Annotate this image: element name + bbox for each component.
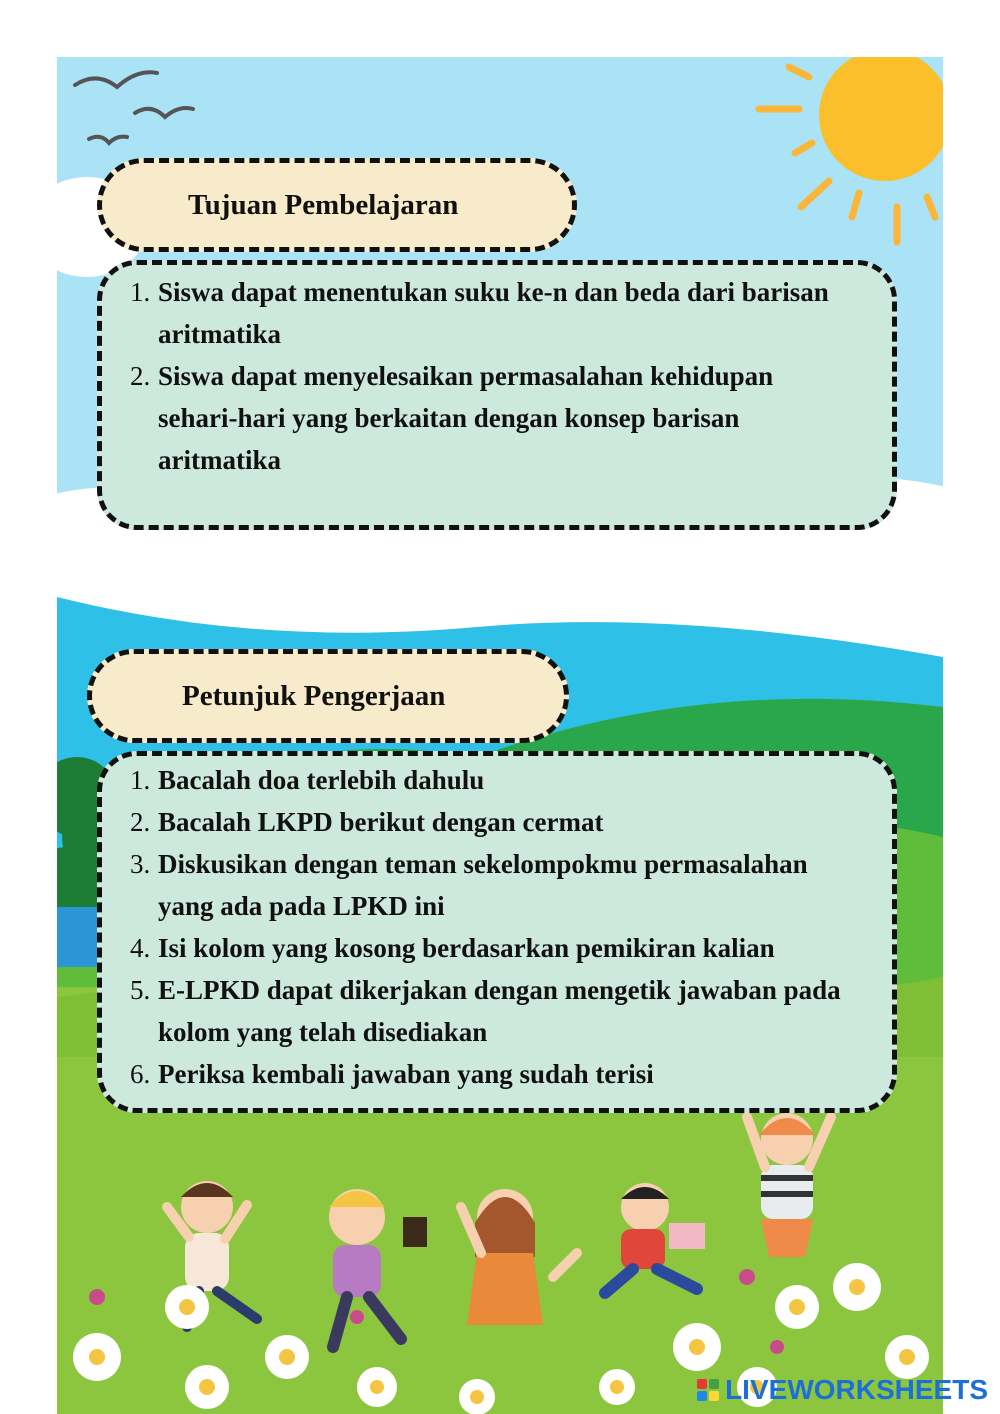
item-number: 4. (130, 933, 151, 963)
instructions-box (97, 751, 897, 1113)
item-text-line: kolom yang telah disediakan (158, 1017, 488, 1047)
list-item (102, 1053, 892, 1095)
liveworksheets-logo[interactable] (697, 1374, 988, 1406)
item-text-line: yang ada pada LPKD ini (158, 891, 445, 921)
item-text-line: aritmatika (158, 445, 281, 475)
item-text-line: Isi kolom yang kosong berdasarkan pemikiran kalian (158, 933, 775, 963)
instructions-header (87, 649, 569, 743)
item-number: 6. (130, 1059, 151, 1089)
item-number: 5. (130, 975, 151, 1005)
list-item (102, 801, 892, 843)
item-text-line: E-LPKD dapat dikerjakan dengan mengetik jawaban pada (158, 975, 841, 1005)
learning-objectives-header (97, 158, 577, 252)
list-item (102, 355, 892, 481)
item-text-line: Siswa dapat menyelesaikan permasalahan kehidupan (158, 361, 774, 391)
worksheet-page (57, 57, 943, 1414)
list-item (102, 759, 892, 801)
item-number: 3. (130, 849, 151, 879)
list-item (102, 927, 892, 969)
list-item (102, 969, 892, 1053)
item-number: 2. (130, 361, 151, 391)
item-number: 1. (130, 765, 151, 795)
item-number: 1. (130, 277, 151, 307)
list-item (102, 271, 892, 355)
item-text-line: Diskusikan dengan teman sekelompokmu permasalahan (158, 849, 808, 879)
item-text-line: Siswa dapat menentukan suku ke-n dan beda dari barisan (158, 277, 829, 307)
item-text-line: Bacalah doa terlebih dahulu (158, 765, 485, 795)
brand-logo-icon (697, 1379, 719, 1401)
section-title: Petunjuk Pengerjaan (182, 679, 446, 712)
item-text-line: sehari-hari yang berkaitan dengan konsep barisan (158, 403, 740, 433)
learning-objectives-box (97, 260, 897, 530)
item-text-line: Bacalah LKPD berikut dengan cermat (158, 807, 604, 837)
item-number: 2. (130, 807, 151, 837)
list-item (102, 843, 892, 927)
instructions-list (102, 759, 892, 1095)
brand-name: LIVEWORKSHEETS (725, 1374, 988, 1405)
item-text-line: Periksa kembali jawaban yang sudah terisi (158, 1059, 654, 1089)
item-text-line: aritmatika (158, 319, 281, 349)
objectives-list (102, 271, 892, 481)
section-title: Tujuan Pembelajaran (188, 188, 459, 221)
